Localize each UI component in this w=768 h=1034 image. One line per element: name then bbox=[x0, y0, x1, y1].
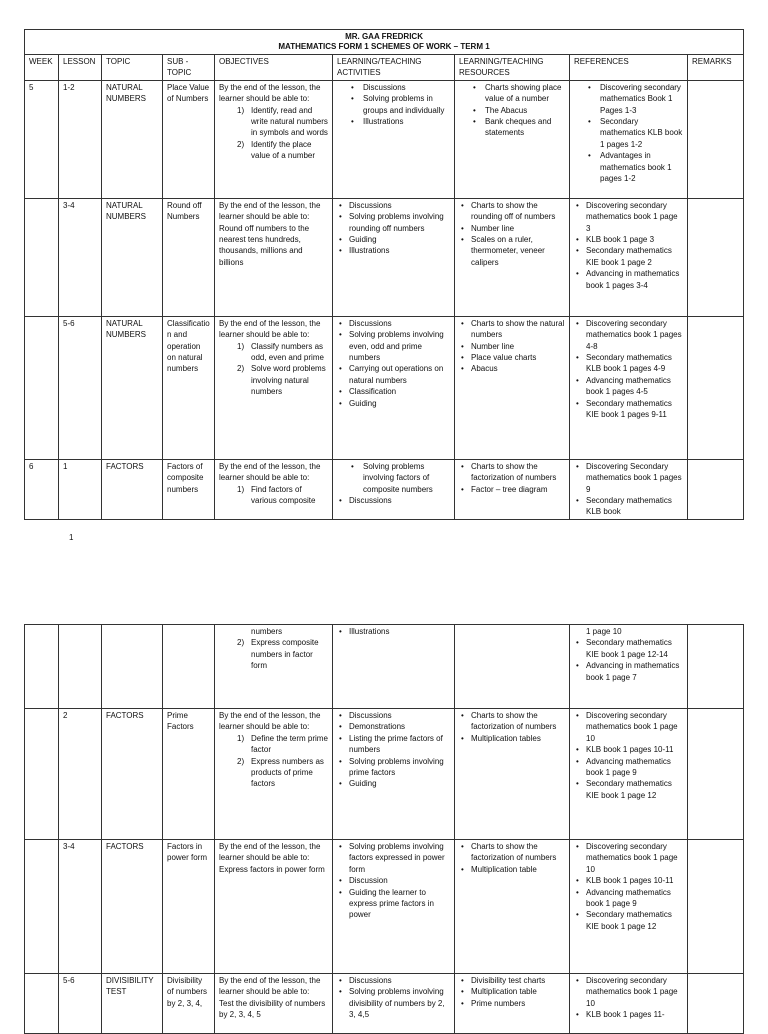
list-item: • Charts to show the factorization of numbers bbox=[471, 461, 565, 484]
list-item: • Charts to show the natural numbers bbox=[471, 318, 565, 341]
list-item: • Divisibility test charts bbox=[471, 975, 565, 986]
objectives-cell bbox=[215, 974, 333, 1034]
objective-item: 1) Identify, read and write natural numbers in symbols and words bbox=[237, 105, 328, 138]
page-number: 1 bbox=[69, 533, 74, 542]
remarks-cell bbox=[688, 709, 744, 840]
list-item: • Secondary mathematics KLB book 1 pages 4-9 bbox=[586, 352, 683, 375]
objective-intro: By the end of the lesson, the learner should be able to: bbox=[219, 200, 321, 222]
list-item: • Factor – tree diagram bbox=[471, 484, 565, 495]
objective-item: numbers bbox=[251, 627, 283, 636]
resources-cell bbox=[455, 316, 570, 459]
references-cell bbox=[570, 840, 688, 974]
objective-item: 2) Identify the place value of a number bbox=[237, 139, 316, 161]
references-cell bbox=[570, 80, 688, 198]
list-item: • The Abacus bbox=[485, 105, 565, 116]
topic-cell: FACTORS bbox=[102, 459, 163, 519]
list-item: • Guiding bbox=[349, 398, 450, 409]
list-item: • Guiding bbox=[349, 234, 450, 245]
list-item: • Solving problems involving rounding off numbers bbox=[349, 211, 450, 234]
list-item: • Demonstrations bbox=[349, 721, 450, 732]
week-cell bbox=[25, 974, 59, 1034]
remarks-cell bbox=[688, 80, 744, 198]
activities-cell bbox=[333, 840, 455, 974]
list-item: • Solving problems in groups and individually bbox=[363, 93, 450, 116]
list-item: • KLB book 1 page 3 bbox=[586, 234, 683, 245]
col-header-week: WEEK bbox=[25, 55, 59, 81]
subtopic-cell: Round off Numbers bbox=[163, 198, 215, 316]
resources-cell bbox=[455, 974, 570, 1034]
table-row bbox=[25, 709, 744, 840]
list-item: • Number line bbox=[471, 341, 565, 352]
lesson-cell: 5-6 bbox=[59, 974, 102, 1034]
col-header-topic: TOPIC bbox=[102, 55, 163, 81]
list-item: • Discussions bbox=[349, 710, 450, 721]
objective-item: 2) Solve word problems involving natural numbers bbox=[237, 364, 326, 397]
references-cell bbox=[570, 709, 688, 840]
list-item: • Discovering secondary mathematics Book 1 Pages 1-3 bbox=[600, 82, 683, 116]
remarks-cell bbox=[688, 198, 744, 316]
table-row bbox=[25, 974, 744, 1034]
resources-cell bbox=[455, 198, 570, 316]
list-item: • Discussions bbox=[349, 975, 450, 986]
week-cell: 6 bbox=[25, 459, 59, 519]
topic-cell: FACTORS bbox=[102, 709, 163, 840]
lesson-cell: 1-2 bbox=[59, 80, 102, 198]
week-cell: 5 bbox=[25, 80, 59, 198]
subtopic-cell: Prime Factors bbox=[163, 709, 215, 840]
list-item: • Place value charts bbox=[471, 352, 565, 363]
topic-cell: NATURAL NUMBERS bbox=[102, 316, 163, 459]
list-item: • Illustrations bbox=[349, 245, 450, 256]
list-item: • Abacus bbox=[471, 363, 565, 374]
scheme-table-page-1 bbox=[24, 29, 744, 520]
subtopic-cell: Classification and operation on natural numbers bbox=[163, 316, 215, 459]
col-header-lesson: LESSON bbox=[59, 55, 102, 81]
objective-item: 1) Find factors of various composite bbox=[237, 484, 316, 506]
activities-cell bbox=[333, 974, 455, 1034]
week-cell bbox=[25, 709, 59, 840]
topic-cell bbox=[102, 625, 163, 709]
lesson-cell: 3-4 bbox=[59, 840, 102, 974]
subtopic-cell: Factors in power form bbox=[163, 840, 215, 974]
col-header-subtopic: SUB - TOPIC bbox=[163, 55, 215, 81]
objectives-cell bbox=[215, 80, 333, 198]
list-item: • Secondary mathematics KLB book 1 pages 1-2 bbox=[600, 116, 683, 150]
objective-intro: By the end of the lesson, the learner should be able to: bbox=[219, 82, 321, 104]
list-item: • Number line bbox=[471, 223, 565, 234]
page-1 bbox=[0, 29, 768, 520]
activities-cell bbox=[333, 709, 455, 840]
list-item: • Scales on a ruler, thermometer, veneer calipers bbox=[471, 234, 565, 268]
list-item: • Charts to show the rounding off of numbers bbox=[471, 200, 565, 223]
remarks-cell bbox=[688, 840, 744, 974]
references-cell bbox=[570, 625, 688, 709]
list-item: • Advantages in mathematics book 1 pages 1-2 bbox=[600, 150, 683, 184]
list-item: • Multiplication tables bbox=[471, 733, 565, 744]
scheme-table-page-2 bbox=[24, 624, 744, 1034]
list-item: • Charts showing place value of a number bbox=[485, 82, 565, 105]
activities-cell bbox=[333, 625, 455, 709]
list-item: • Solving problems involving factors of composite numbers bbox=[363, 461, 450, 495]
document-title: MATHEMATICS FORM 1 SCHEMES OF WORK – TERM 1 bbox=[278, 42, 490, 51]
list-item: • Solving problems involving even, odd and prime numbers bbox=[349, 329, 450, 363]
week-cell bbox=[25, 316, 59, 459]
objective-intro: By the end of the lesson, the learner should be able to: bbox=[219, 842, 321, 863]
list-item: • Discussion bbox=[349, 875, 450, 886]
list-item: • Illustrations bbox=[349, 626, 450, 637]
col-header-objectives: OBJECTIVES bbox=[215, 55, 333, 81]
table-row bbox=[25, 840, 744, 974]
objective-intro: By the end of the lesson, the learner should be able to: bbox=[219, 711, 321, 732]
list-item: • Secondary mathematics KIE book 1 page 12-14 bbox=[586, 637, 683, 660]
list-item: • Advancing in mathematics book 1 page 7 bbox=[586, 660, 683, 683]
list-item: • Illustrations bbox=[363, 116, 450, 127]
references-cell bbox=[570, 974, 688, 1034]
lesson-cell: 5-6 bbox=[59, 316, 102, 459]
list-item: • Prime numbers bbox=[471, 998, 565, 1009]
remarks-cell bbox=[688, 459, 744, 519]
objectives-cell bbox=[215, 316, 333, 459]
col-header-remarks: REMARKS bbox=[688, 55, 744, 81]
objective-intro: By the end of the lesson, the learner should be able to: bbox=[219, 976, 321, 997]
list-item: • Charts to show the factorization of numbers bbox=[471, 710, 565, 733]
remarks-cell bbox=[688, 974, 744, 1034]
activities-cell bbox=[333, 198, 455, 316]
list-item: • Secondary mathematics KIE book 1 page 2 bbox=[586, 245, 683, 268]
list-item: • KLB book 1 pages 11- bbox=[586, 1009, 683, 1020]
col-header-activities: LEARNING/TEACHING ACTIVITIES bbox=[333, 55, 455, 81]
subtopic-cell: Place Value of Numbers bbox=[163, 80, 215, 198]
subtopic-cell: Factors of composite numbers bbox=[163, 459, 215, 519]
list-item: • Discussions bbox=[363, 82, 450, 93]
list-item: • Advancing mathematics book 1 page 9 bbox=[586, 887, 683, 910]
topic-cell: FACTORS bbox=[102, 840, 163, 974]
list-item: • Solving problems involving factors expressed in power form bbox=[349, 841, 450, 875]
reference-continuation: 1 page 10 bbox=[586, 627, 622, 636]
table-row bbox=[25, 80, 744, 198]
objective-text: Test the divisibility of numbers by 2, 3, 4, 5 bbox=[219, 998, 326, 1020]
objective-item: 2) Express composite numbers in factor form bbox=[237, 638, 319, 671]
objectives-cell bbox=[215, 198, 333, 316]
header-row bbox=[25, 55, 744, 81]
list-item: • Discovering secondary mathematics book 1 page 3 bbox=[586, 200, 683, 234]
list-item: • Guiding the learner to express prime factors in power bbox=[349, 887, 450, 921]
list-item: • Discovering Secondary mathematics book 1 pages 9 bbox=[586, 461, 683, 495]
activities-cell bbox=[333, 80, 455, 198]
table-title bbox=[25, 30, 744, 55]
week-cell bbox=[25, 625, 59, 709]
list-item: • Discovering secondary mathematics book 1 page 10 bbox=[586, 975, 683, 1009]
objectives-cell bbox=[215, 625, 333, 709]
objectives-cell bbox=[215, 709, 333, 840]
list-item: • Listing the prime factors of numbers bbox=[349, 733, 450, 756]
col-header-resources: LEARNING/TEACHING RESOURCES bbox=[455, 55, 570, 81]
list-item: • Classification bbox=[349, 386, 450, 397]
list-item: • Bank cheques and statements bbox=[485, 116, 565, 139]
week-cell bbox=[25, 840, 59, 974]
remarks-cell bbox=[688, 316, 744, 459]
page-2 bbox=[0, 624, 768, 1034]
list-item: • Solving problems involving prime factors bbox=[349, 756, 450, 779]
resources-cell bbox=[455, 80, 570, 198]
list-item: • Discovering secondary mathematics book 1 pages 4-8 bbox=[586, 318, 683, 352]
topic-cell: NATURAL NUMBERS bbox=[102, 80, 163, 198]
resources-cell bbox=[455, 840, 570, 974]
list-item: • Secondary mathematics KIE book 1 page 12 bbox=[586, 778, 683, 801]
list-item: • Secondary mathematics KIE book 1 page 12 bbox=[586, 909, 683, 932]
topic-cell: DIVISIBILITY TEST bbox=[102, 974, 163, 1034]
list-item: • KLB book 1 pages 10-11 bbox=[586, 875, 683, 886]
week-cell bbox=[25, 198, 59, 316]
remarks-cell bbox=[688, 625, 744, 709]
objective-text: Round off numbers to the nearest tens hundreds, thousands, millions and billions bbox=[219, 223, 310, 267]
resources-cell bbox=[455, 459, 570, 519]
table-row bbox=[25, 198, 744, 316]
list-item: • KLB book 1 pages 10-11 bbox=[586, 744, 683, 755]
list-item: • Advancing in mathematics book 1 pages 3-4 bbox=[586, 268, 683, 291]
list-item: • Carrying out operations on natural numbers bbox=[349, 363, 450, 386]
objective-item: 1) Classify numbers as odd, even and prime bbox=[237, 341, 324, 363]
list-item: • Discussions bbox=[349, 200, 450, 211]
list-item: • Guiding bbox=[349, 778, 450, 789]
col-header-references: REFERENCES bbox=[570, 55, 688, 81]
references-cell bbox=[570, 198, 688, 316]
references-cell bbox=[570, 459, 688, 519]
list-item: • Multiplication table bbox=[471, 864, 565, 875]
table-row bbox=[25, 459, 744, 519]
teacher-name: MR. GAA FREDRICK bbox=[345, 32, 423, 41]
list-item: • Discovering secondary mathematics book 1 page 10 bbox=[586, 841, 683, 875]
subtopic-cell: Divisibility of numbers by 2, 3, 4, bbox=[163, 974, 215, 1034]
list-item: • Secondary mathematics KIE book 1 pages 9-11 bbox=[586, 398, 683, 421]
list-item: • Charts to show the factorization of numbers bbox=[471, 841, 565, 864]
subtopic-cell bbox=[163, 625, 215, 709]
list-item: • Secondary mathematics KLB book bbox=[586, 495, 683, 518]
objective-item: 1) Define the term prime factor bbox=[237, 733, 328, 755]
topic-cell: NATURAL NUMBERS bbox=[102, 198, 163, 316]
table-row bbox=[25, 316, 744, 459]
lesson-cell: 3-4 bbox=[59, 198, 102, 316]
list-item: • Discussions bbox=[349, 318, 450, 329]
objectives-cell bbox=[215, 459, 333, 519]
lesson-cell: 2 bbox=[59, 709, 102, 840]
objective-text: Express factors in power form bbox=[219, 864, 325, 874]
list-item: • Multiplication table bbox=[471, 986, 565, 997]
references-cell bbox=[570, 316, 688, 459]
lesson-cell bbox=[59, 625, 102, 709]
resources-cell bbox=[455, 625, 570, 709]
activities-cell bbox=[333, 316, 455, 459]
objective-item: 2) Express numbers as products of prime factors bbox=[237, 756, 324, 789]
list-item: • Discovering secondary mathematics book 1 page 10 bbox=[586, 710, 683, 744]
list-item: • Advancing mathematics book 1 page 9 bbox=[586, 756, 683, 779]
objective-intro: By the end of the lesson, the learner should be able to: bbox=[219, 318, 321, 340]
resources-cell bbox=[455, 709, 570, 840]
table-row bbox=[25, 625, 744, 709]
list-item: • Solving problems involving divisibility of numbers by 2, 3, 4,5 bbox=[349, 986, 450, 1020]
list-item: • Discussions bbox=[349, 495, 450, 506]
list-item: • Advancing mathematics book 1 pages 4-5 bbox=[586, 375, 683, 398]
objective-intro: By the end of the lesson, the learner should be able to: bbox=[219, 461, 321, 483]
activities-cell bbox=[333, 459, 455, 519]
objectives-cell bbox=[215, 840, 333, 974]
lesson-cell: 1 bbox=[59, 459, 102, 519]
